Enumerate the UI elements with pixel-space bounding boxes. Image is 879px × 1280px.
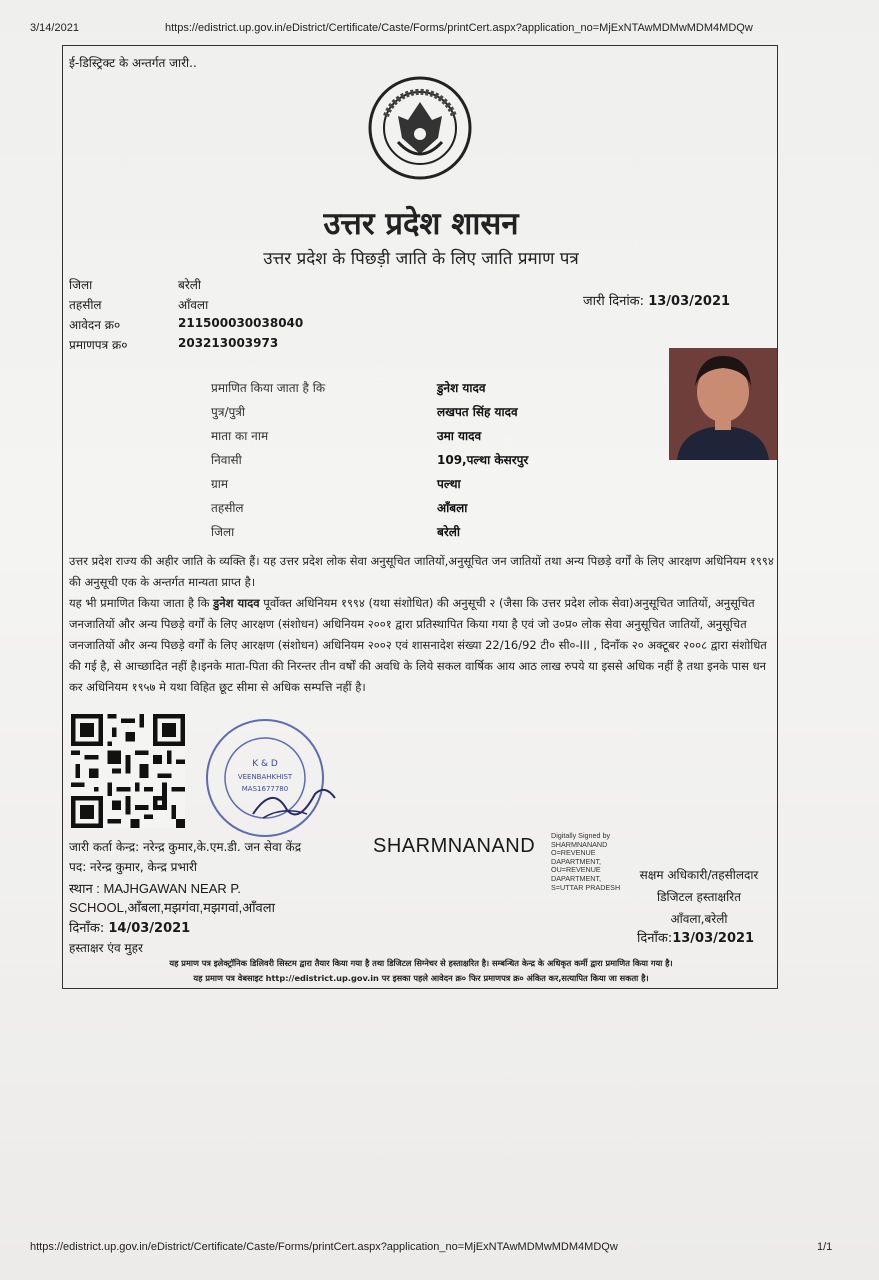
seal-line-3: MAS1677780 (241, 785, 289, 793)
authority-location: आँवला,बरेली (670, 912, 728, 926)
place-line-1: स्थान : MAJHGAWAN NEAR P. (69, 881, 242, 896)
meta-value-certificate-no: 203213003973 (178, 336, 279, 350)
print-url-footer: https://edistrict.up.gov.in/eDistrict/Certificate/Caste/Forms/printCert.aspx?application_no=MjExNTAwMDMwMDM4MDQw (30, 1241, 618, 1253)
issuer-center: जारी कर्ता केन्द्र: नरेन्द्र कुमार,के.एम.डी. जन सेवा केंद्र (69, 840, 302, 854)
authority-date-label: दिनाँक: (637, 931, 673, 946)
place-line-2: SCHOOL,आँबला,मझगंवा,मझगवां,आँवला (69, 900, 275, 915)
issued-date (69, 918, 190, 936)
authority-digitally-signed: डिजिटल हस्ताक्षरित (657, 890, 741, 904)
digital-signature-details: Digitally Signed by SHARMNANAND O=REVENUE DAPARTMENT, OU=REVENUE DAPARTMENT, S=UTTAR PRADESH (551, 831, 621, 892)
field-label-tehsil: तहसील (211, 501, 244, 515)
issued-date-value: 14/03/2021 (108, 921, 191, 936)
field-label-certified: प्रमाणित किया जाता है कि (211, 381, 326, 395)
body-p2-text: पूर्वोक्त अधिनियम १९९४ (यथा संशोधित) की अनुसूची २ (जैसा कि उत्तर प्रदेश लोक सेवा)अनुसूचित जातियों, अनुसूचित जनजातियों और अन्य पिछड़े वर्गों के लिए आरक्षण (संशोधन) अधिनियम २००१ द्वारा प्रतिस्थापित किया गया है एवं जो उ०प्र० लोक सेवा अनुसूचित जातियों, अनुसूचित जनजातियों और अन्य पिछड़े वर्गों के लिए आरक्षण (संशोधन) अधिनियम २००२ एवं शासनादेश संख्या 22/16/92 टी० सी०-III , दिनाँक २० अक्टूबर २००८ द्वारा संशोधित की गई है, से आच्छादित नहीं है।इनके माता-पिता की निरन्तर तीन वर्षों की अवधि के लिये सकल वार्षिक आय आठ लाख रुपये या इससे अधिक नहीं है तथा इनके पास धन कर अधिनियम १९५७ मे यथा विहित छूट सीमा से अधिक सम्पत्ति नहीं है। (69, 596, 767, 694)
meta-label-certificate-no: प्रमाणपत्र क्र० (69, 338, 128, 352)
field-label-son-daughter: पुत्र/पुत्री (211, 405, 246, 419)
footer-notes (63, 956, 779, 986)
field-label-mother: माता का नाम (211, 429, 269, 443)
field-value-village: पल्था (437, 477, 461, 491)
page-number: 1/1 (817, 1241, 833, 1253)
field-label-village: ग्राम (211, 477, 229, 491)
authority-block (619, 864, 779, 930)
digital-signer-name: SHARMNANAND (373, 835, 536, 857)
meta-value-application-no: 211500030038040 (178, 316, 304, 330)
certificate-body (69, 551, 775, 698)
field-label-district: जिला (211, 525, 235, 539)
issue-date-value: 13/03/2021 (648, 294, 731, 309)
rubber-stamp-seal (203, 714, 343, 844)
field-value-father: लखपत सिंह यादव (437, 405, 518, 419)
field-value-resident: 109,पल्था केसरपुर (437, 453, 529, 467)
field-value-name: डुनेश यादव (437, 381, 486, 395)
issue-date (583, 291, 730, 309)
seal-line-2: VEENBAHKHIST (237, 773, 293, 781)
print-url-header: https://edistrict.up.gov.in/eDistrict/Certificate/Caste/Forms/printCert.aspx?application_no=MjExNTAwMDMwMDM4MDQw (165, 22, 753, 34)
government-title: उत्तर प्रदेश शासन (323, 206, 519, 242)
field-value-mother: उमा यादव (437, 429, 482, 443)
footer-note-1: यह प्रमाण पत्र इलेक्ट्रॉनिक डिलिवरी सिस्टम द्वारा तैयार किया गया है तथा डिजिटल सिग्नेचर से हस्ताक्षरित है। सम्बन्धित केन्द्र के अधिकृत कर्मी द्वारा प्रमाणित किया गया है। (169, 958, 673, 968)
applicant-photo (669, 348, 777, 460)
footer-note-2: यह प्रमाण पत्र वेबसाइट http://edistrict.up.gov.in पर इसका पहले आवेदन क्र० फिर प्रमाणपत्र क्र० अंकित कर,सत्यापित किया जा सकता है। (193, 973, 649, 983)
print-date: 3/14/2021 (30, 22, 79, 34)
seal-line-1: K & D (252, 759, 278, 769)
field-value-tehsil: आँबला (437, 501, 468, 515)
certificate-subtitle: उत्तर प्रदेश के पिछड़ी जाति के लिए जाति प्रमाण पत्र (263, 249, 579, 269)
field-value-district: बरेली (437, 525, 461, 539)
body-paragraph-2 (69, 593, 775, 698)
authority-date-value: 13/03/2021 (672, 931, 755, 946)
body-p2-name: डुनेश यादव (213, 596, 260, 610)
meta-label-district: जिला (69, 278, 93, 292)
body-p2-intro: यह भी प्रमाणित किया जाता है कि (69, 596, 210, 610)
up-government-emblem (368, 76, 472, 180)
meta-label-application-no: आवेदन क्र० (69, 318, 121, 332)
meta-value-district: बरेली (178, 278, 202, 292)
certificate-frame (62, 45, 778, 989)
signature-label: हस्ताक्षर एंव मुहर (69, 941, 143, 955)
issue-date-label: जारी दिनांक: (583, 294, 645, 309)
qr-code (71, 714, 185, 828)
authority-title: सक्षम अधिकारी/तहसीलदार (639, 868, 759, 882)
meta-label-tehsil: तहसील (69, 298, 102, 312)
body-paragraph-1: उत्तर प्रदेश राज्य की अहीर जाति के व्यक्ति हैं। यह उत्तर प्रदेश लोक सेवा अनुसूचित जातियों,अनुसूचित जन जातियों तथा अन्य पिछड़े वर्गों के लिए आरक्षण अधिनियम १९९४ की अनुसूची एक के अन्तर्गत मान्यता प्राप्त है। (69, 554, 774, 589)
issuer-designation: पद: नरेन्द्र कुमार, केन्द्र प्रभारी (69, 860, 198, 874)
issued-date-label: दिनाँक: (69, 921, 105, 936)
field-label-resident: निवासी (211, 453, 242, 467)
meta-value-tehsil: आँवला (178, 298, 209, 312)
authority-date (637, 928, 754, 946)
edistrict-note: ई-डिस्ट्रिक्ट के अन्तर्गत जारी.. (69, 56, 197, 70)
